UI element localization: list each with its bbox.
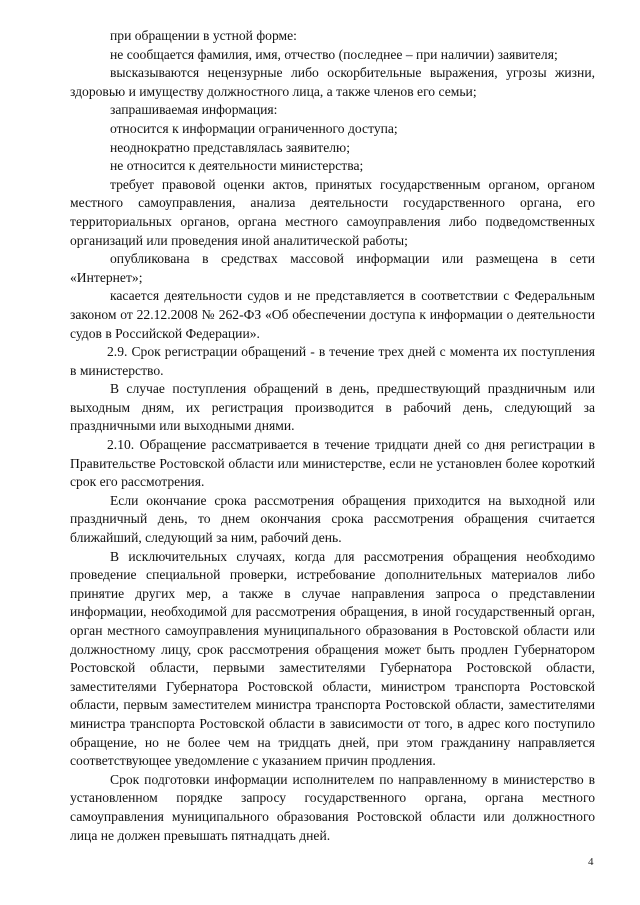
paragraph: В исключительных случаях, когда для рассмотрения обращения необходимо проведение специальной проверки, истребование дополнительных материалов либо принятие других мер, а также в случае направления запроса о представлении информации, необходимой для рассмотрения обращения, в иной государственный орган, орган местного самоуправления муниципального образования в Ростовской области или должностному лицу, срок рассмотрения обращения может быть продлен Губернатором Ростовской области, первыми заместителями Губернатора Ростовской области, заместителями Губернатора Ростовской области, министром транспорта Ростовской области, первым заместителем министра транспорта Ростовской области, заместителями министра транспорта Ростовской области в зависимости от того, в адрес кого поступило обращение, но не более чем на тридцать дней, при этом гражданину направляется соответствующее уведомление с указанием причин продления.	[70, 548, 595, 769]
paragraph: при обращении в устной форме:	[110, 28, 297, 43]
paragraph: не относится к деятельности министерства;	[110, 158, 364, 174]
paragraph: В случае поступления обращений в день, предшествующий праздничным или выходным дням, их регистрация производится в рабочий день, следующий за праздничными или выходными днями.	[70, 381, 595, 434]
paragraph: Срок подготовки информации исполнителем по направленному в министерство в установленном порядке запросу государственного органа, органа местного самоуправления муниципального образования Ростовской области или должностного лица не должен превышать пятнадцать дней.	[70, 771, 595, 843]
page-number: 4	[588, 856, 594, 868]
paragraph: не сообщается фамилия, имя, отчество (последнее – при наличии) заявителя;	[110, 46, 558, 62]
paragraph: запрашиваемая информация:	[110, 102, 278, 118]
paragraph: высказываются нецензурные либо оскорбительные выражения, угрозы жизни, здоровью и имуществу должностного лица, а также членов его семьи;	[70, 65, 595, 99]
paragraph: касается деятельности судов и не представляется в соответствии с Федеральным законом от 22.12.2008 № 262-ФЗ «Об обеспечении доступа к информации о деятельности судов в Российской Федерации».	[70, 288, 595, 341]
document-body	[70, 27, 595, 845]
paragraph: неоднократно представлялась заявителю;	[110, 139, 350, 155]
paragraph: требует правовой оценки актов, принятых государственным органом, органом местного самоуправления, анализа деятельности государственного органа, его территориальных органов, органа местного самоуправления либо подведомственных организаций или проведения иной аналитической работы;	[70, 176, 595, 248]
section-paragraph-2-9: 2.9. Срок регистрации обращений - в течение трех дней с момента их поступления в министерство.	[70, 344, 595, 378]
paragraph: относится к информации ограниченного доступа;	[110, 120, 398, 136]
section-paragraph-2-10: 2.10. Обращение рассматривается в течение тридцати дней со дня регистрации в Правительстве Ростовской области или министерстве, если не установлен более короткий срок его рассмотрения.	[70, 437, 595, 490]
paragraph: Если окончание срока рассмотрения обращения приходится на выходной или праздничный день, то днем окончания срока рассмотрения обращения считается ближайший, следующий за ним, рабочий день.	[70, 492, 595, 546]
paragraph: опубликована в средствах массовой информации или размещена в сети «Интернет»;	[70, 251, 595, 285]
